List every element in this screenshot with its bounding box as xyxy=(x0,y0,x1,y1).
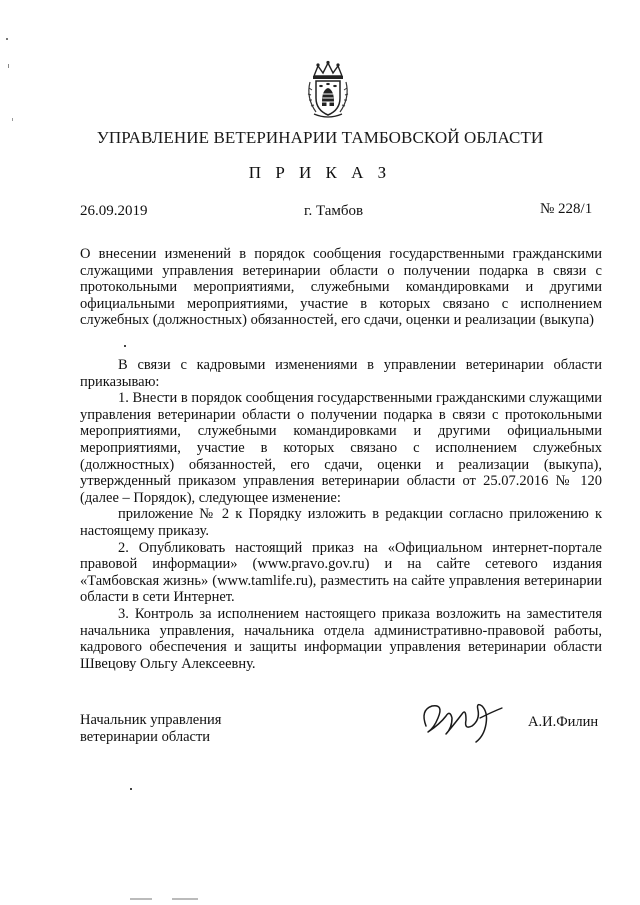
item-1: 1. Внести в порядок сообщения государственными гражданскими служащими управления ветеринарии области о получении подарка в связи с протокольными мероприятиями, служебными командировками и другими официальными мероприятиями, участие в которых связано с исполнением служебных (должностных) обязанностей, его сдачи, оценки и реализации (выкупа), утвержденный приказом управления ветеринарии области от 25.07.2016 № 120 (далее – Порядок), следующее изменение: xyxy=(80,390,603,506)
signer-position xyxy=(80,712,221,746)
scan-speck xyxy=(130,898,152,900)
item-2: 2. Опубликовать настоящий приказ на «Официальном интернет-портале правовой информации» (www.pravo.gov.ru) и на сайте сетевого издания «Тамбовская жизнь» (www.tamlife.ru), разместить на сайте управления ветеринарии области в сети Интернет. xyxy=(80,539,602,606)
document-date: 26.09.2019 xyxy=(80,203,148,219)
document-number: № 228/1 xyxy=(540,201,593,217)
scan-speck xyxy=(124,345,126,347)
item-3: 3. Контроль за исполнением настоящего приказа возложить на заместителя начальника управления, начальника отдела административно-правовой работы, кадрового обеспечения и защиты информации управления ветеринарии области Швецову Ольгу Алексеевну. xyxy=(80,605,602,672)
scan-speck xyxy=(6,38,8,40)
document-city: г. Тамбов xyxy=(304,203,364,219)
organization-title: УПРАВЛЕНИЕ ВЕТЕРИНАРИИ ТАМБОВСКОЙ ОБЛАСТИ xyxy=(96,128,544,147)
scan-speck xyxy=(12,118,13,121)
document-type: П Р И К А З xyxy=(248,163,392,182)
document-body xyxy=(80,357,602,672)
scan-speck xyxy=(172,898,198,900)
signer-name: А.И.Филин xyxy=(528,714,599,730)
scan-speck xyxy=(130,788,132,790)
coat-of-arms-icon xyxy=(304,60,352,120)
handwritten-signature xyxy=(416,696,508,744)
item-1-change: приложение № 2 к Порядку изложить в редакции согласно приложению к настоящему приказу. xyxy=(80,506,602,539)
preamble: В связи с кадровыми изменениями в управлении ветеринарии области приказываю: xyxy=(80,357,602,390)
scan-speck xyxy=(8,64,9,68)
document-subject: О внесении изменений в порядок сообщения государственными гражданскими служащими управления ветеринарии области о получении подарка в связи с протокольными мероприятиями, служебными командировками и другими официальными мероприятиями, участие в которых связано с исполнением служебных (должностных) обязанностей, его сдачи, оценки и реализации (выкупа) xyxy=(80,246,602,329)
signer-position-line-1: Начальник управления xyxy=(80,712,222,728)
signer-position-line-2: ветеринарии области xyxy=(80,729,211,745)
